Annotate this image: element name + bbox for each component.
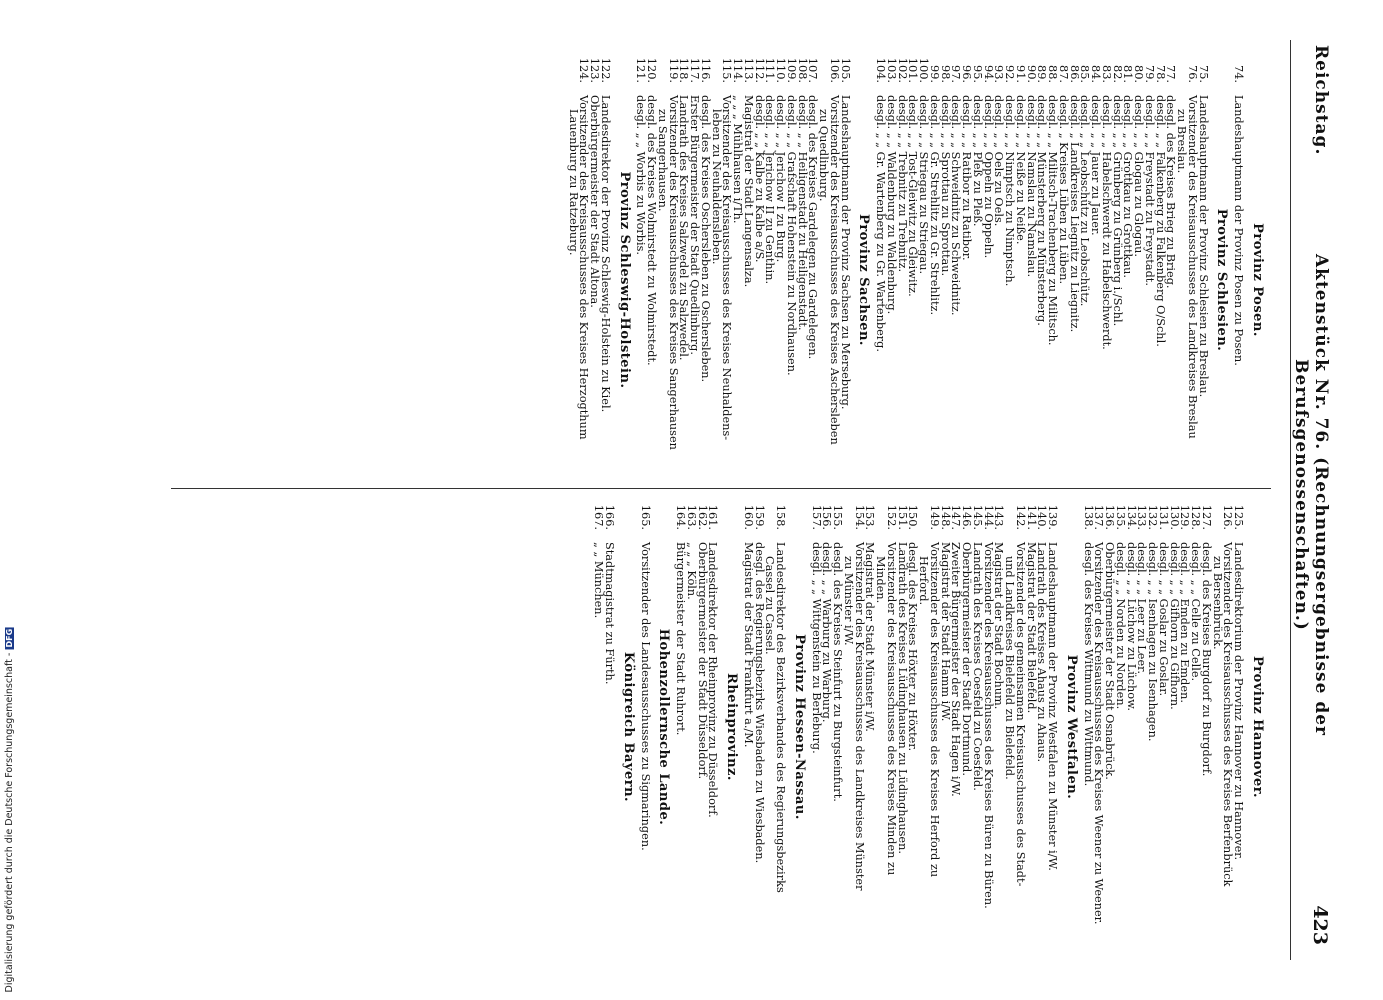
entry-number: 80. (1132, 65, 1146, 83)
entry-number: 92. (1003, 65, 1017, 83)
list-item-continuation (1004, 492, 1015, 962)
entry-text: Vorsitzender des Kreisausschusses des Landkreises Breslau (1186, 95, 1199, 439)
entry-number: 164. (674, 504, 688, 530)
entry-text: desgl. „ „ Münsterberg zu Münsterberg. (1035, 95, 1049, 326)
entry-number: 79. (1143, 65, 1156, 83)
entry-text: desgl. „ „ Leer zu Leer. (1135, 542, 1149, 674)
list-item (810, 492, 821, 962)
entry-number: 75. (1196, 65, 1210, 83)
entry-number: 96. (960, 65, 974, 83)
entry-number: 120. (645, 57, 659, 83)
entry-text: Vorsitzender des Kreisausschusses des Landkreises Münster (852, 542, 866, 891)
entry-text: desgl. „ „ Worbis zu Worbis. (634, 95, 648, 256)
entry-number: 110. (774, 57, 788, 83)
entry-number: 128. (1189, 504, 1203, 530)
list-item (832, 492, 843, 962)
entry-number: 104. (874, 57, 888, 83)
entry-text: Vorsitzender des Kreisausschusses des Kreises Büren zu Büren. (981, 542, 995, 909)
entry-number: 84. (1089, 65, 1103, 83)
entry-text: desgl. „ „ Grafschaft Hohenstein zu Nordhausen. (785, 95, 798, 376)
entry-number: 103. (885, 57, 898, 83)
entry-number: 121. (634, 57, 648, 83)
entry-number: 88. (1046, 65, 1060, 83)
entry-number: 152. (885, 504, 898, 530)
entry-number: 143. (992, 504, 1006, 530)
list-item (635, 45, 646, 515)
entry-number: 123. (588, 57, 602, 83)
entry-text: Vorsitzender des Kreisausschusses des Kreises Minden zu (885, 542, 898, 876)
entry-text: zu Quedlinburg. (817, 109, 831, 202)
entry-number: 141. (1024, 504, 1038, 530)
entry-text: Landeshauptmann der Provinz Sachsen zu Merseburg. (838, 95, 852, 410)
entry-text: desgl. „ „ Goslar zu Goslar. (1157, 542, 1170, 697)
entry-number: 127. (1200, 504, 1213, 530)
list-item (1233, 492, 1244, 962)
entry-text: zu Münster i/W. (842, 556, 855, 646)
entry-text: desgl. „ „ Gifhorn zu Gifhorn. (1167, 542, 1181, 710)
entry-text: Vorsitzender des Kreisausschusses des Kreises Berfenbrück (1221, 542, 1235, 887)
list-item (961, 45, 972, 515)
section-title: Königreich Bayern. (621, 651, 636, 803)
entry-text: desgl. „ „ Trebnitz zu Trebnitz. (895, 95, 909, 273)
entry-text: Vorsitzender des Kreisausschusses des Kreises Herzogthum (577, 95, 591, 440)
entry-number: 101. (906, 57, 920, 83)
entry-number: 117. (688, 57, 702, 83)
entry-number: 142. (1014, 504, 1027, 530)
page-number: 423 (1309, 905, 1331, 945)
footer-strip (0, 0, 22, 1000)
entry-text: „ „ „ Köln. (685, 542, 698, 600)
entry-number: 112. (752, 57, 766, 83)
entry-text: desgl. des Kreises Steinfurt zu Burgsteinfurt. (831, 542, 845, 802)
entry-text: Oberbürgermeister der Stadt Osnabrück. (1103, 542, 1117, 780)
entry-number: 138. (1081, 504, 1095, 530)
section-title: Provinz Posen. (1250, 223, 1265, 337)
entry-text: desgl. „ „ Neiße zu Neiße. (1014, 95, 1027, 245)
entry-number-spacer (918, 492, 929, 542)
entry-number: 116. (699, 57, 712, 83)
list-item (961, 492, 972, 962)
entry-number: 97. (949, 65, 963, 83)
entry-text: Vorsitzender des Kreisausschusses des Kreises Aschersleben (828, 95, 841, 445)
entry-text: Cassel zu Cassel. (763, 556, 777, 655)
list-item-continuation (818, 45, 829, 515)
entry-text: desgl. „ Landkreises Liegnitz zu Liegnitz. (1067, 95, 1081, 333)
list-item (1104, 492, 1115, 962)
entry-number: 99. (928, 65, 941, 83)
entry-number: 153. (863, 504, 877, 530)
entry-number: 124. (577, 57, 591, 83)
entry-text: desgl. „ „ Freystadt zu Freystadt. (1143, 95, 1156, 286)
list-item-continuation (1176, 45, 1187, 515)
list-item (1004, 45, 1015, 515)
entry-text: Vorsitzender des Landesausschusses zu Sigmaringen. (638, 542, 652, 851)
entry-text: Magistrat der Stadt Münster i/W. (863, 542, 877, 732)
entry-number: 160. (742, 504, 755, 530)
entry-text: Vorsitzender des Kreisausschusses des Kreises Herford zu (928, 542, 941, 878)
entry-text: leben zu Neuhaldensleben. (709, 109, 723, 265)
entry-text: desgl. „ „ Celle zu Celle. (1189, 542, 1203, 682)
entry-text: Landrath des Kreises Coesfeld zu Coesfeld. (971, 542, 984, 791)
entry-number-spacer (567, 45, 578, 95)
entry-number: 125. (1232, 504, 1246, 530)
list-item (1233, 45, 1244, 515)
entry-number: 85. (1078, 65, 1092, 83)
entry-text: desgl. des Kreises Oschersleben zu Oschersleben. (699, 95, 712, 383)
entry-text: desgl. „ „ Emden zu Emden. (1178, 542, 1192, 703)
entry-number-spacer (1176, 45, 1187, 95)
entry-text: desgl. „ „ Tost-Gleiwitz zu Gleiwitz. (906, 95, 920, 297)
entry-text: desgl. „ „ Namslau zu Namslau. (1024, 95, 1038, 278)
entry-text: Landesdirektor der Rheinprovinz zu Düsseldorf. (706, 542, 720, 818)
entry-text: Magistrat der Stadt Bielefeld. (1024, 542, 1038, 714)
entry-number: 106. (828, 57, 841, 83)
entry-number: 163. (685, 504, 698, 530)
entry-text: desgl. des Kreises Brieg zu Brieg. (1164, 95, 1178, 289)
list-item (639, 492, 650, 962)
entry-number: 76. (1186, 65, 1199, 83)
entry-text: desgl. „ „ Warburg zu Warburg. (820, 542, 834, 723)
entry-text: desgl. „ „ Jerichow II zu Genthin. (763, 95, 777, 285)
page-header (1291, 45, 1331, 945)
section-title: Provinz Westfalen. (1064, 654, 1079, 800)
entry-number: 151. (895, 504, 909, 530)
entry-number: 91. (1014, 65, 1027, 83)
entry-number: 146. (960, 504, 974, 530)
entry-number: 166. (603, 504, 617, 530)
entry-number: 119. (666, 57, 680, 83)
entry-number: 137. (1092, 504, 1106, 530)
entry-text: Herford. (917, 556, 931, 606)
entry-text: Magistrat der Stadt Frankfurt a./M. (742, 542, 755, 748)
entry-text: desgl. „ „ Heiligenstadt zu Heiligenstadt. (795, 95, 809, 331)
footer-text: Digitalisierung gefördert durch die Deutsche Forschungsgemeinschaft - (4, 652, 15, 992)
entry-text: desgl. „ „ Ratibor zu Ratibor. (960, 95, 974, 261)
entry-number: 77. (1164, 65, 1178, 83)
entry-text: desgl. „ „ Waldenburg zu Waldenburg. (885, 95, 898, 315)
entry-number: 134. (1124, 504, 1138, 530)
list-item-continuation (567, 45, 578, 515)
list-item (1047, 45, 1058, 515)
list-item (775, 45, 786, 515)
entry-number-spacer (1004, 492, 1015, 542)
entry-number: 126. (1221, 504, 1235, 530)
entry-number-spacer (875, 492, 886, 542)
entry-text: Landrath des Kreises Ahaus zu Ahaus. (1035, 542, 1049, 763)
entry-text: desgl. „ „ Isenhagen zu Isenhagen. (1146, 542, 1160, 742)
entry-text: desgl. „ „ Grünberg zu Grünberg i./Schl. (1110, 95, 1124, 327)
list-item (675, 492, 686, 962)
entry-number: 144. (981, 504, 995, 530)
entry-number: 161. (706, 504, 720, 530)
section-title: Provinz Hannover. (1250, 656, 1265, 798)
entry-text: Landesdirektor des Bezirksverbandes des Regierungsbezirks (774, 542, 788, 893)
entry-text: desgl. „ „ Lüchow zu Lüchow. (1124, 542, 1138, 711)
entry-number: 157. (809, 504, 823, 530)
entry-number: 93. (992, 65, 1006, 83)
entry-number: 140. (1035, 504, 1049, 530)
entry-number: 107. (806, 57, 820, 83)
header-left: Reichstag. (1311, 45, 1331, 156)
entry-text: Landrath des Kreises Salzwedel zu Salzwedel. (677, 95, 691, 361)
list-item (593, 492, 604, 962)
entry-number: 90. (1024, 65, 1038, 83)
entry-text: zu Bersenbrück. (1210, 556, 1224, 650)
list-item (1190, 492, 1201, 962)
entry-number: 159. (752, 504, 766, 530)
list-item (775, 492, 786, 962)
entry-text: desgl. „ „ Oppeln zu Oppeln. (981, 95, 995, 259)
entry-number: 129. (1178, 504, 1192, 530)
entry-text: Erster Bürgermeister der Stadt Quedlinburg. (688, 95, 702, 355)
entry-text: „ „ München. (592, 542, 606, 619)
section-title: Provinz Hessen-Nassau. (792, 634, 807, 820)
entry-number: 111. (763, 57, 777, 83)
entry-text: „ „ „ Mühlhausen i/Th. (731, 95, 745, 224)
entry-text: desgl. „ Kreises Lüben zu Lüben. (1057, 95, 1070, 285)
entry-number: 81. (1121, 65, 1135, 83)
entry-text: Landeshauptmann der Provinz Posen zu Posen. (1232, 95, 1246, 366)
entry-text: desgl. des Kreises Gardelegen zu Gardelegen. (806, 95, 820, 360)
entry-number: 102. (895, 57, 909, 83)
entry-number: 108. (795, 57, 809, 83)
list-item-continuation (875, 492, 886, 962)
entry-text: desgl. des Regierungsbezirks Wiesbaden zu Wiesbaden. (752, 542, 766, 864)
entry-text: desgl. „ „ Falkenberg zu Falkenberg O/Schl. (1153, 95, 1167, 347)
entry-text: und Landkreises Bielefeld zu Bielefeld. (1003, 556, 1017, 780)
entry-number: 147. (949, 504, 963, 530)
entry-number: 148. (938, 504, 952, 530)
entry-text: Vorsitzender des Kreisausschusses des Kreises Neuhaldens- (720, 95, 734, 441)
entry-number: 139. (1046, 504, 1060, 530)
entry-number: 109. (785, 57, 798, 83)
list-item (646, 45, 657, 515)
list-item (732, 45, 743, 515)
entry-number: 113. (742, 57, 755, 83)
right-column (593, 492, 1268, 962)
entry-text: desgl. „ „ Kalbe zu Kalbe a/S. (752, 95, 766, 263)
entry-text: desgl. des Kreises Burgdorf zu Burgdorf. (1200, 542, 1213, 777)
entry-text: desgl. „ „ Oels zu Oels. (992, 95, 1006, 227)
entry-number: 131. (1157, 504, 1170, 530)
entry-text: Vorsitzender des Kreisausschusses des Kreises Sangerhausen (666, 95, 680, 450)
dfg-logo: DFG (5, 628, 14, 648)
entry-text: Oberbürgermeister der Stadt Düsseldorf. (695, 542, 709, 780)
entry-number: 105. (838, 57, 852, 83)
entry-text: desgl. „ „ Pleß zu Pleß. (971, 95, 984, 227)
list-item (1133, 45, 1144, 515)
entry-text: desgl. „ „ Striegau zu Striegau. (917, 95, 931, 275)
section-title: Provinz Schleswig-Holstein. (616, 171, 632, 389)
entry-number: 115. (720, 57, 734, 83)
header-rule (1290, 40, 1291, 960)
entry-text: Magistrat der Stadt Bochum. (992, 542, 1006, 710)
list-item (1047, 492, 1058, 962)
entry-text: desgl. „ „ Sprottau zu Sprottau. (938, 95, 952, 277)
entry-text: Landesdirektor der Provinz Schleswig-Holstein zu Kiel. (599, 95, 612, 413)
section-title: Rheinprovinz. (724, 673, 740, 781)
entry-number: 100. (917, 57, 931, 83)
entry-number: 78. (1153, 65, 1167, 83)
entry-number: 74. (1232, 65, 1246, 83)
entry-text: Landesdirektorium der Provinz Hannover zu Hannover. (1232, 542, 1246, 861)
entry-text: desgl. „ „ Nimptsch zu Nimptsch. (1003, 95, 1017, 287)
entry-number: 136. (1103, 504, 1117, 530)
entry-text: Bürgermeister der Stadt Ruhrort. (674, 542, 688, 736)
entry-text: Zweiter Bürgermeister der Stadt Hagen i/W. (949, 542, 963, 797)
entry-number: 133. (1135, 504, 1149, 530)
entry-number: 165. (638, 504, 652, 530)
entry-number: 95. (971, 65, 984, 83)
entry-text: Oberbürgermeister der Stadt Dortmund. (960, 542, 974, 776)
list-item (875, 45, 886, 515)
list-item-continuation (918, 492, 929, 962)
entry-text: desgl. „ „ Habelschwerdt zu Habelschwerdt. (1100, 95, 1113, 350)
entry-number: 94. (981, 65, 995, 83)
entry-number: 130. (1167, 504, 1181, 530)
entry-number: 83. (1100, 65, 1113, 83)
list-item (742, 492, 753, 962)
list-item (918, 45, 929, 515)
entry-text: desgl. „ „ Jauer zu Jauer. (1089, 95, 1103, 236)
entry-text: desgl. „ „ Leobschütz zu Leobschütz. (1078, 95, 1092, 307)
entry-number-spacer (818, 45, 829, 95)
entry-text: desgl. des Kreises Wolmirstedt zu Wolmirstedt. (645, 95, 659, 366)
entry-text: Lauenburg zu Ratzeburg. (566, 109, 580, 256)
entry-text: Magistrat der Stadt Hamm i/W. (938, 542, 952, 722)
entry-text: desgl. des Kreises Wittmund zu Wittmund. (1081, 542, 1095, 787)
entry-text: desgl. „ „ Norden zu Norden. (1114, 542, 1127, 710)
entry-number: 156. (820, 504, 834, 530)
section-title: Provinz Sachsen. (856, 214, 872, 346)
entry-text: Magistrat der Stadt Langensalza. (742, 95, 755, 288)
entry-number: 167. (592, 504, 606, 530)
list-item (604, 492, 615, 962)
entry-number: 132. (1146, 504, 1160, 530)
entry-text: desgl. des Kreises Höxter zu Höxter. (906, 542, 920, 752)
entry-number: 87. (1057, 65, 1070, 83)
entry-number: 150. (906, 504, 920, 530)
left-column (567, 45, 1268, 515)
entry-number: 155. (831, 504, 845, 530)
entry-text: Vorsitzender des Kreisausschusses des Kreises Weener zu Weener. (1092, 542, 1106, 925)
entry-text: Landrath des Kreises Lüdinghausen zu Lüdinghausen. (895, 542, 909, 854)
list-item (689, 45, 700, 515)
entry-number: 98. (938, 65, 952, 83)
header-title: Aktenstück Nr. 76. (Rechnungsergebnisse der Berufsgenossenschaften.) (1291, 253, 1331, 737)
entry-number: 149. (928, 504, 941, 530)
section-title: Hohenzollernsche Lande. (656, 628, 672, 826)
entry-text: Minden. (874, 556, 888, 604)
entry-text: Vorsitzender des gemeinsamen Kreisausschusses des Stadt- (1014, 542, 1027, 887)
entry-number: 86. (1067, 65, 1081, 83)
entry-number: 82. (1110, 65, 1124, 83)
entry-text: desgl. „ „ Militsch-Trachenberg zu Militsch. (1046, 95, 1060, 346)
list-item (1082, 492, 1093, 962)
entry-number: 89. (1035, 65, 1049, 83)
list-item (589, 45, 600, 515)
entry-text: Landeshauptmann der Provinz Westfalen zu Münster i/W. (1046, 542, 1060, 871)
entry-number: 162. (695, 504, 709, 530)
entry-number: 158. (774, 504, 788, 530)
entry-text: Oberbürgermeister der Stadt Altona. (588, 95, 602, 308)
list-item (1090, 45, 1101, 515)
entry-number: 118. (677, 57, 691, 83)
entry-text: Landeshauptmann der Provinz Schlesien zu Breslau. (1196, 95, 1210, 398)
entry-text: zu Sangerhausen. (656, 109, 669, 212)
entry-text: desgl. „ „ Wittgenstein zu Berleburg. (809, 542, 823, 754)
entry-text: zu Breslau. (1175, 109, 1189, 174)
entry-text: Stadtmagistrat zu Fürth. (603, 542, 617, 685)
entry-text: desgl. „ „ Glogau zu Glogau. (1132, 95, 1146, 257)
entry-text: desgl. „ „ Gr. Wartenberg zu Gr. Wartenberg. (874, 95, 888, 352)
entry-number: 114. (731, 57, 745, 83)
entry-number: 145. (971, 504, 984, 530)
entry-number: 122. (599, 57, 612, 83)
entry-text: desgl. „ „ Grottkau zu Grottkau. (1121, 95, 1135, 278)
entry-text: desgl. „ „ Gr. Strehlitz zu Gr. Strehlitz. (928, 95, 941, 316)
section-title: Provinz Schlesien. (1214, 208, 1230, 352)
list-item (1147, 492, 1158, 962)
entry-number: 154. (852, 504, 866, 530)
entry-text: desgl. „ „ Jerichow I zu Burg. (774, 95, 788, 263)
entry-number: 135. (1114, 504, 1127, 530)
entry-text: desgl. „ „ Schweidnitz zu Schweidnitz. (949, 95, 963, 316)
